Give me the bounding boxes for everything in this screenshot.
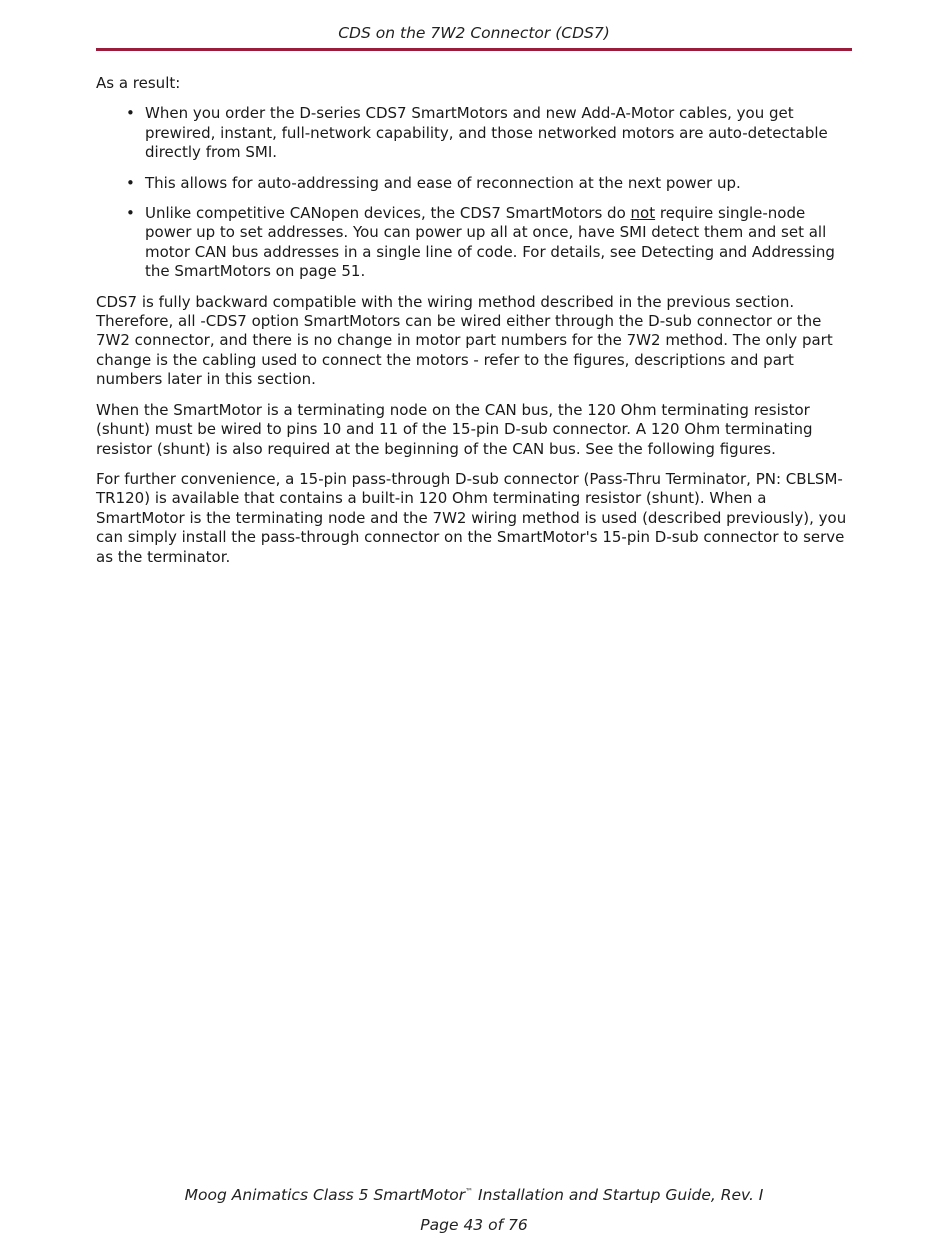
bullet-item — [96, 174, 852, 193]
intro-text: As a result: — [96, 74, 181, 92]
body-paragraph: When the SmartMotor is a terminating node on the CAN bus, the 120 Ohm terminating resistor (shunt) must be wired to pins 10 and 11 of the 15-pin D-sub connector. A 120 Ohm terminating resistor (shunt) is also required at the beginning of the CAN bus. See the following figures. — [96, 400, 813, 458]
bullet-dot-icon: • — [126, 173, 135, 192]
bullet-emphasis: not — [630, 204, 656, 223]
document-body — [96, 74, 852, 578]
bullet-text-end: require single-node power up to set addresses. You can power up all at once, have SMI detect them and set all motor CAN bus addresses in a single line of code. For details, see Detecting and Addressing the SmartMotors on page 51. — [145, 204, 835, 281]
bullet-dot-icon: • — [126, 204, 135, 223]
footer-guide-title: Moog Animatics Class 5 SmartMotor™ Installation and Startup Guide, Rev. I — [184, 1186, 764, 1204]
bullet-text: When you order the D-series CDS7 SmartMotors and new Add-A-Motor cables, you get prewired, instant, full-network capability, and those networked motors are auto-detectable directly from SMI. — [145, 104, 828, 162]
bullet-text: This allows for auto-addressing and ease of reconnection at the next power up. — [145, 173, 741, 192]
trademark-symbol: ™ — [465, 1186, 474, 1196]
page-number: Page 43 of 76 — [420, 1216, 528, 1234]
page-header-title: CDS on the 7W2 Connector (CDS7) — [338, 24, 610, 42]
page-footer — [96, 1184, 852, 1236]
bullet-item — [96, 204, 852, 282]
bullet-text-start: Unlike competitive CANopen devices, the CDS7 SmartMotors do — [145, 204, 631, 223]
bullet-dot-icon: • — [126, 104, 135, 123]
header-rule — [96, 48, 852, 51]
bullet-item — [96, 104, 852, 162]
body-paragraph: For further convenience, a 15-pin pass-through D-sub connector (Pass-Thru Terminator, PN: CBLSM-TR120) is available that contains a built-in 120 Ohm terminating resistor (shunt). When a SmartMotor is the terminating node and the 7W2 wiring method is used (described previously), you can simply install the pass-through connector on the SmartMotor's 15-pin D-sub connector to serve as the terminator. — [96, 469, 847, 566]
bullet-list — [96, 104, 852, 281]
body-paragraph: CDS7 is fully backward compatible with the wiring method described in the previous section. Therefore, all -CDS7 option SmartMotors can be wired either through the D-sub connector or the 7W2 connector, and there is no change in motor part numbers for the 7W2 method. The only part change is the cabling used to connect the motors - refer to the figures, descriptions and part numbers later in this section. — [96, 292, 833, 389]
